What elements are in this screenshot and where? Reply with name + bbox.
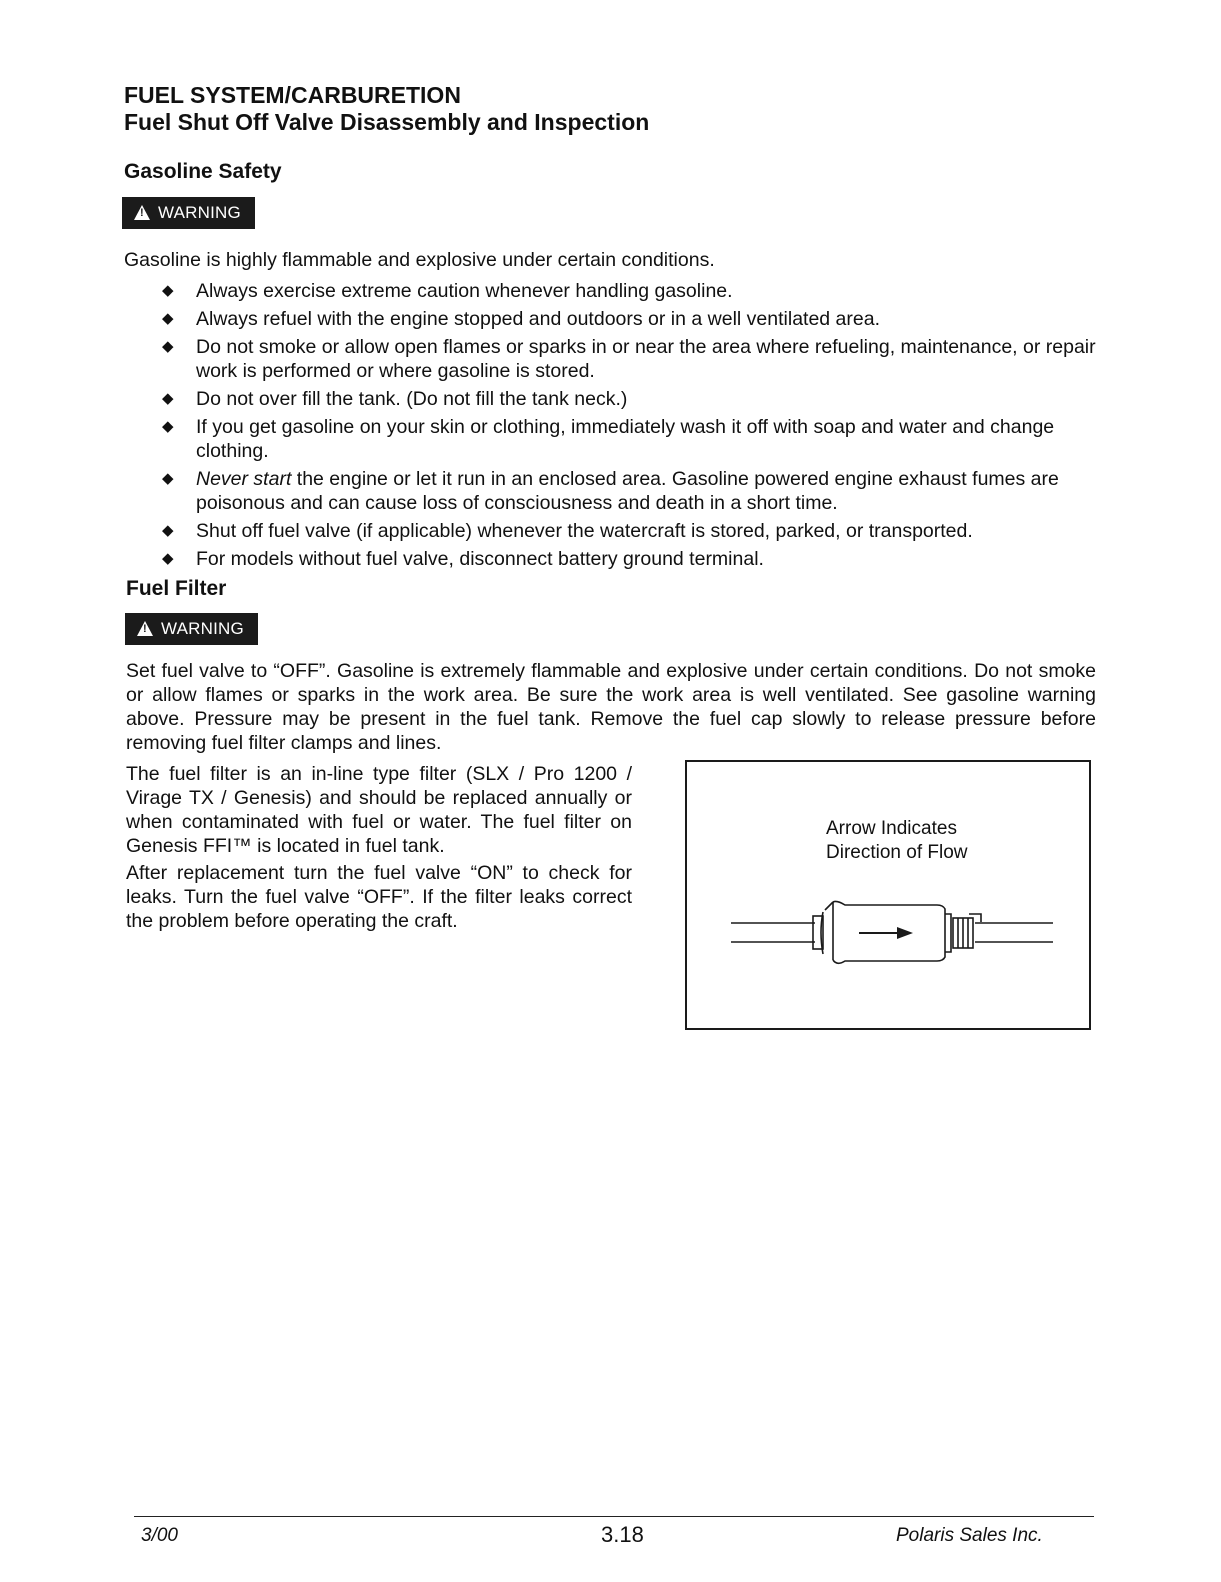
diamond-bullet-icon: ◆	[162, 470, 174, 487]
list-item: ◆ If you get gasoline on your skin or clothing, immediately wash it off with soap and water and change clothing.	[162, 416, 1055, 462]
footer-date: 3/00	[141, 1525, 178, 1546]
fuel-filter-description: The fuel filter is an in-line type filter (SLX / Pro 1200 / Virage TX / Genesis) and should be replaced annually or when contaminated with fuel or water. The fuel filter on Genesis FFI™ is located in fuel tank.	[126, 763, 632, 857]
gasoline-safety-heading: Gasoline Safety	[124, 160, 282, 183]
flow-arrow-icon	[859, 927, 913, 939]
diamond-bullet-icon: ◆	[162, 310, 174, 327]
diamond-bullet-icon: ◆	[162, 550, 174, 567]
inline-fuel-filter-diagram	[687, 762, 1089, 1028]
footer-divider	[134, 1516, 1094, 1517]
list-item: ◆ Always exercise extreme caution whenever handling gasoline.	[162, 280, 733, 302]
list-item: ◆ Do not smoke or allow open flames or sparks in or near the area where refueling, maintenance, or repair work is performed or where gasoline is stored.	[162, 336, 1096, 382]
page-number: 3.18	[601, 1522, 644, 1547]
list-item: ◆ Do not over fill the tank. (Do not fill the tank neck.)	[162, 388, 628, 410]
gasoline-intro: Gasoline is highly flammable and explosive under certain conditions.	[124, 249, 715, 271]
diamond-bullet-icon: ◆	[162, 390, 174, 407]
warning-label: WARNING	[158, 203, 241, 222]
list-item: ◆ Never start the engine or let it run in an enclosed area. Gasoline powered engine exhaust fumes are poisonous and can cause loss of consciousness and death in a short time.	[162, 468, 1059, 514]
section-heading: FUEL SYSTEM/CARBURETION	[124, 82, 461, 108]
list-item: ◆ For models without fuel valve, disconnect battery ground terminal.	[162, 548, 764, 570]
list-item: ◆ Always refuel with the engine stopped and outdoors or in a well ventilated area.	[162, 308, 881, 330]
diamond-bullet-icon: ◆	[162, 282, 174, 299]
warning-triangle-icon	[137, 621, 153, 636]
fuel-filter-heading: Fuel Filter	[126, 577, 227, 600]
fuel-filter-warning-text: Set fuel valve to “OFF”. Gasoline is extremely flammable and explosive under certain conditions. Do not smoke or allow flames or sparks in the work area. Be sure the work area is well ventilated. See gasoline warning above. Pressure may be present in the fuel tank. Remove the fuel cap slowly to release pressure before removing fuel filter clamps and lines.	[126, 660, 1096, 754]
diamond-bullet-icon: ◆	[162, 418, 174, 435]
fuel-filter-leak-check: After replacement turn the fuel valve “ON” to check for leaks. Turn the fuel valve “OFF”. If the filter leaks correct the problem before operating the craft.	[126, 862, 632, 932]
page-title: Fuel Shut Off Valve Disassembly and Inspection	[124, 109, 650, 135]
diamond-bullet-icon: ◆	[162, 522, 174, 539]
fuel-filter-warning-badge	[125, 613, 258, 645]
warning-triangle-icon	[134, 205, 150, 220]
warning-label: WARNING	[161, 619, 244, 638]
footer-company: Polaris Sales Inc.	[896, 1525, 1043, 1546]
gasoline-warning-badge	[122, 197, 255, 229]
gasoline-safety-list	[162, 279, 1102, 575]
list-item: ◆ Shut off fuel valve (if applicable) whenever the watercraft is stored, parked, or transported.	[162, 520, 973, 542]
diamond-bullet-icon: ◆	[162, 338, 174, 355]
emphasis-text: Never start	[196, 468, 292, 490]
fuel-filter-figure	[685, 760, 1091, 1030]
figure-caption: Arrow Indicates Direction of Flow	[826, 818, 968, 863]
